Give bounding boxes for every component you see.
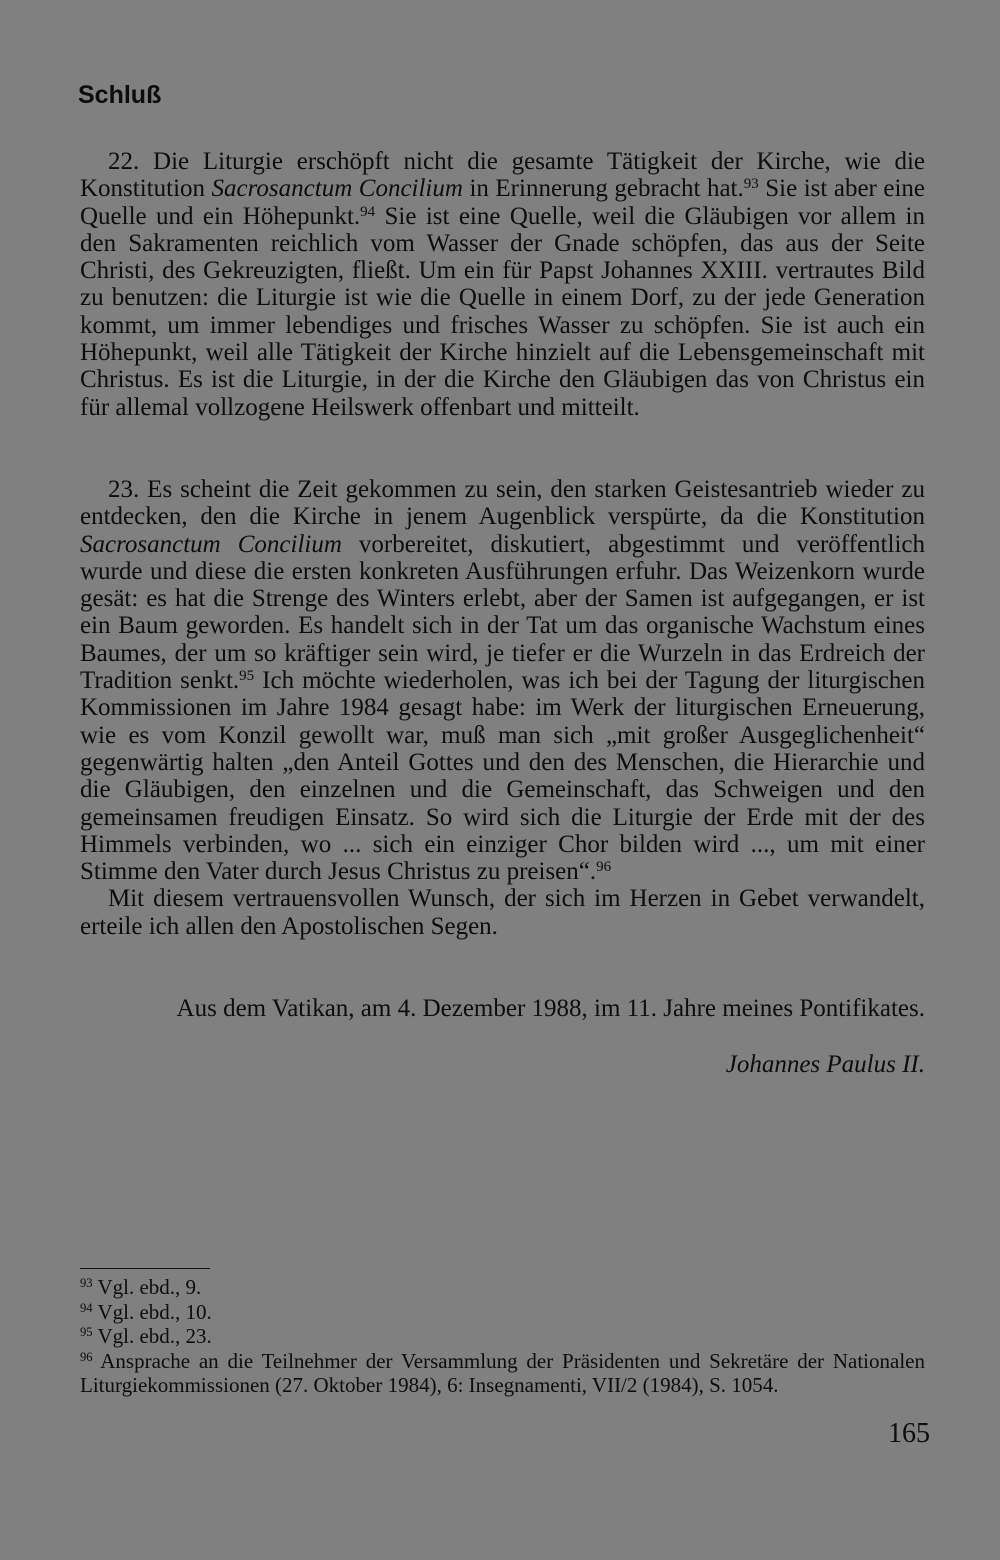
paragraph-22 bbox=[80, 148, 925, 421]
text-run: 23. Es scheint die Zeit gekommen zu sein, den starken Geistesantrieb wieder zu entdecken, den die Kirche in jenem Augenblick verspürte, da die Konstitution bbox=[80, 476, 925, 531]
footnote-95 bbox=[80, 1324, 925, 1349]
footnote-text: Vgl. ebd., 23. bbox=[92, 1324, 212, 1348]
footnote-96 bbox=[80, 1349, 925, 1398]
text-run: Sie ist aber eine Quelle und ein Höhepunkt. bbox=[80, 175, 926, 230]
text-run: Ich möchte wiederholen, was ich bei der Tagung der liturgischen Kommissionen im Jahre 1984 gesagt habe: im Werk der liturgischen Erneuerung, wie es vom Konzil gewollt war, muß man sich „mit großer Ausgeglichenheit“ gegenwärtig halten „den Anteil Gottes und den des Menschen, die Hierarchie und die Gläubigen, den einzelnen und die Gemeinschaft, das Schweigen und den gemeinsamen freudigen Einsatz. So wird sich die Liturgie der Erde mit der des Himmels verbinden, wo ... sich ein einziger Chor bilden wird ..., um mit einer Stimme den Vater durch Jesus Christus zu preisen“. bbox=[80, 667, 925, 886]
footnote-ref-93: 93 bbox=[743, 176, 759, 193]
paragraph-23-text bbox=[80, 476, 925, 885]
italic-document-title: Sacrosanctum Concilium bbox=[80, 530, 342, 558]
footnote-ref-96: 96 bbox=[596, 858, 612, 875]
footnote-93 bbox=[80, 1275, 925, 1300]
footnote-text: Ansprache an die Teilnehmer der Versammlung der Präsidenten und Sekretäre der Nationalen Liturgiekommissionen (27. Oktober 1984), 6: Insegnamenti, VII/2 (1984), S. 1054. bbox=[80, 1348, 925, 1397]
footnotes bbox=[80, 1275, 925, 1398]
paragraph-22-text bbox=[80, 148, 925, 421]
signature: Johannes Paulus II. bbox=[725, 1051, 925, 1078]
italic-document-title: Sacrosanctum Concilium bbox=[211, 175, 463, 203]
footnote-number: 96 bbox=[80, 1349, 93, 1364]
footnote-ref-94: 94 bbox=[360, 203, 376, 220]
text-run: vorbereitet, diskutiert, abgestimmt und veröffentlich wurde und diese die ersten konkreten Ausführungen erfuhr. Das Weizenkorn wurde gesät: es hat die Strenge des Winters erlebt, aber der Samen ist aufgegangen, er ist ein Baum geworden. Es handelt sich in der Tat um das organische Wachstum eines Baumes, der um so kräftiger sein wird, je tiefer er die Wurzeln in das Erdreich der Tradition senkt. bbox=[80, 530, 925, 695]
footnote-separator bbox=[80, 1268, 210, 1269]
page-number: 165 bbox=[888, 1418, 930, 1449]
footnote-94 bbox=[80, 1300, 925, 1325]
text-run: Sie ist eine Quelle, weil die Gläubigen vor allem in den Sakramenten reichlich vom Wasser der Gnade schöpfen, das aus der Seite Christi, des Gekreuzigten, fließt. Um ein für Papst Johannes XXIII. vertrautes Bild zu benutzen: die Liturgie ist wie die Quelle in einem Dorf, zu der jede Generation kommt, um immer lebendiges und frisches Wasser zu schöpfen. Sie ist auch ein Höhepunkt, weil alle Tätigkeit der Kirche hinzielt auf die Lebensgemeinschaft mit Christus. Es ist die Liturgie, in der die Kirche den Gläubigen das von Christus ein für allemal vollzogene Heilswerk offenbart und mitteilt. bbox=[80, 202, 925, 421]
footnote-text: Vgl. ebd., 9. bbox=[92, 1275, 202, 1299]
footnote-number: 94 bbox=[80, 1300, 93, 1315]
footnote-number: 93 bbox=[80, 1276, 93, 1291]
footnote-ref-95: 95 bbox=[239, 667, 255, 684]
footnote-text: Vgl. ebd., 10. bbox=[92, 1299, 212, 1324]
text-run: 22. Die Liturgie erschöpft nicht die gesamte Tätigkeit der Kirche, wie die Konstitution bbox=[80, 148, 925, 203]
dateline: Aus dem Vatikan, am 4. Dezember 1988, im 11. Jahre meines Pontifikates. bbox=[176, 995, 925, 1022]
paragraph-23 bbox=[80, 476, 925, 940]
closing-blessing: Mit diesem vertrauensvollen Wunsch, der sich im Herzen in Gebet verwandelt, erteile ich allen den Apostolischen Segen. bbox=[80, 885, 925, 940]
section-title: Schluß bbox=[78, 81, 162, 109]
footnote-number: 95 bbox=[80, 1325, 93, 1340]
text-run: in Erinnerung gebracht hat. bbox=[462, 175, 744, 203]
